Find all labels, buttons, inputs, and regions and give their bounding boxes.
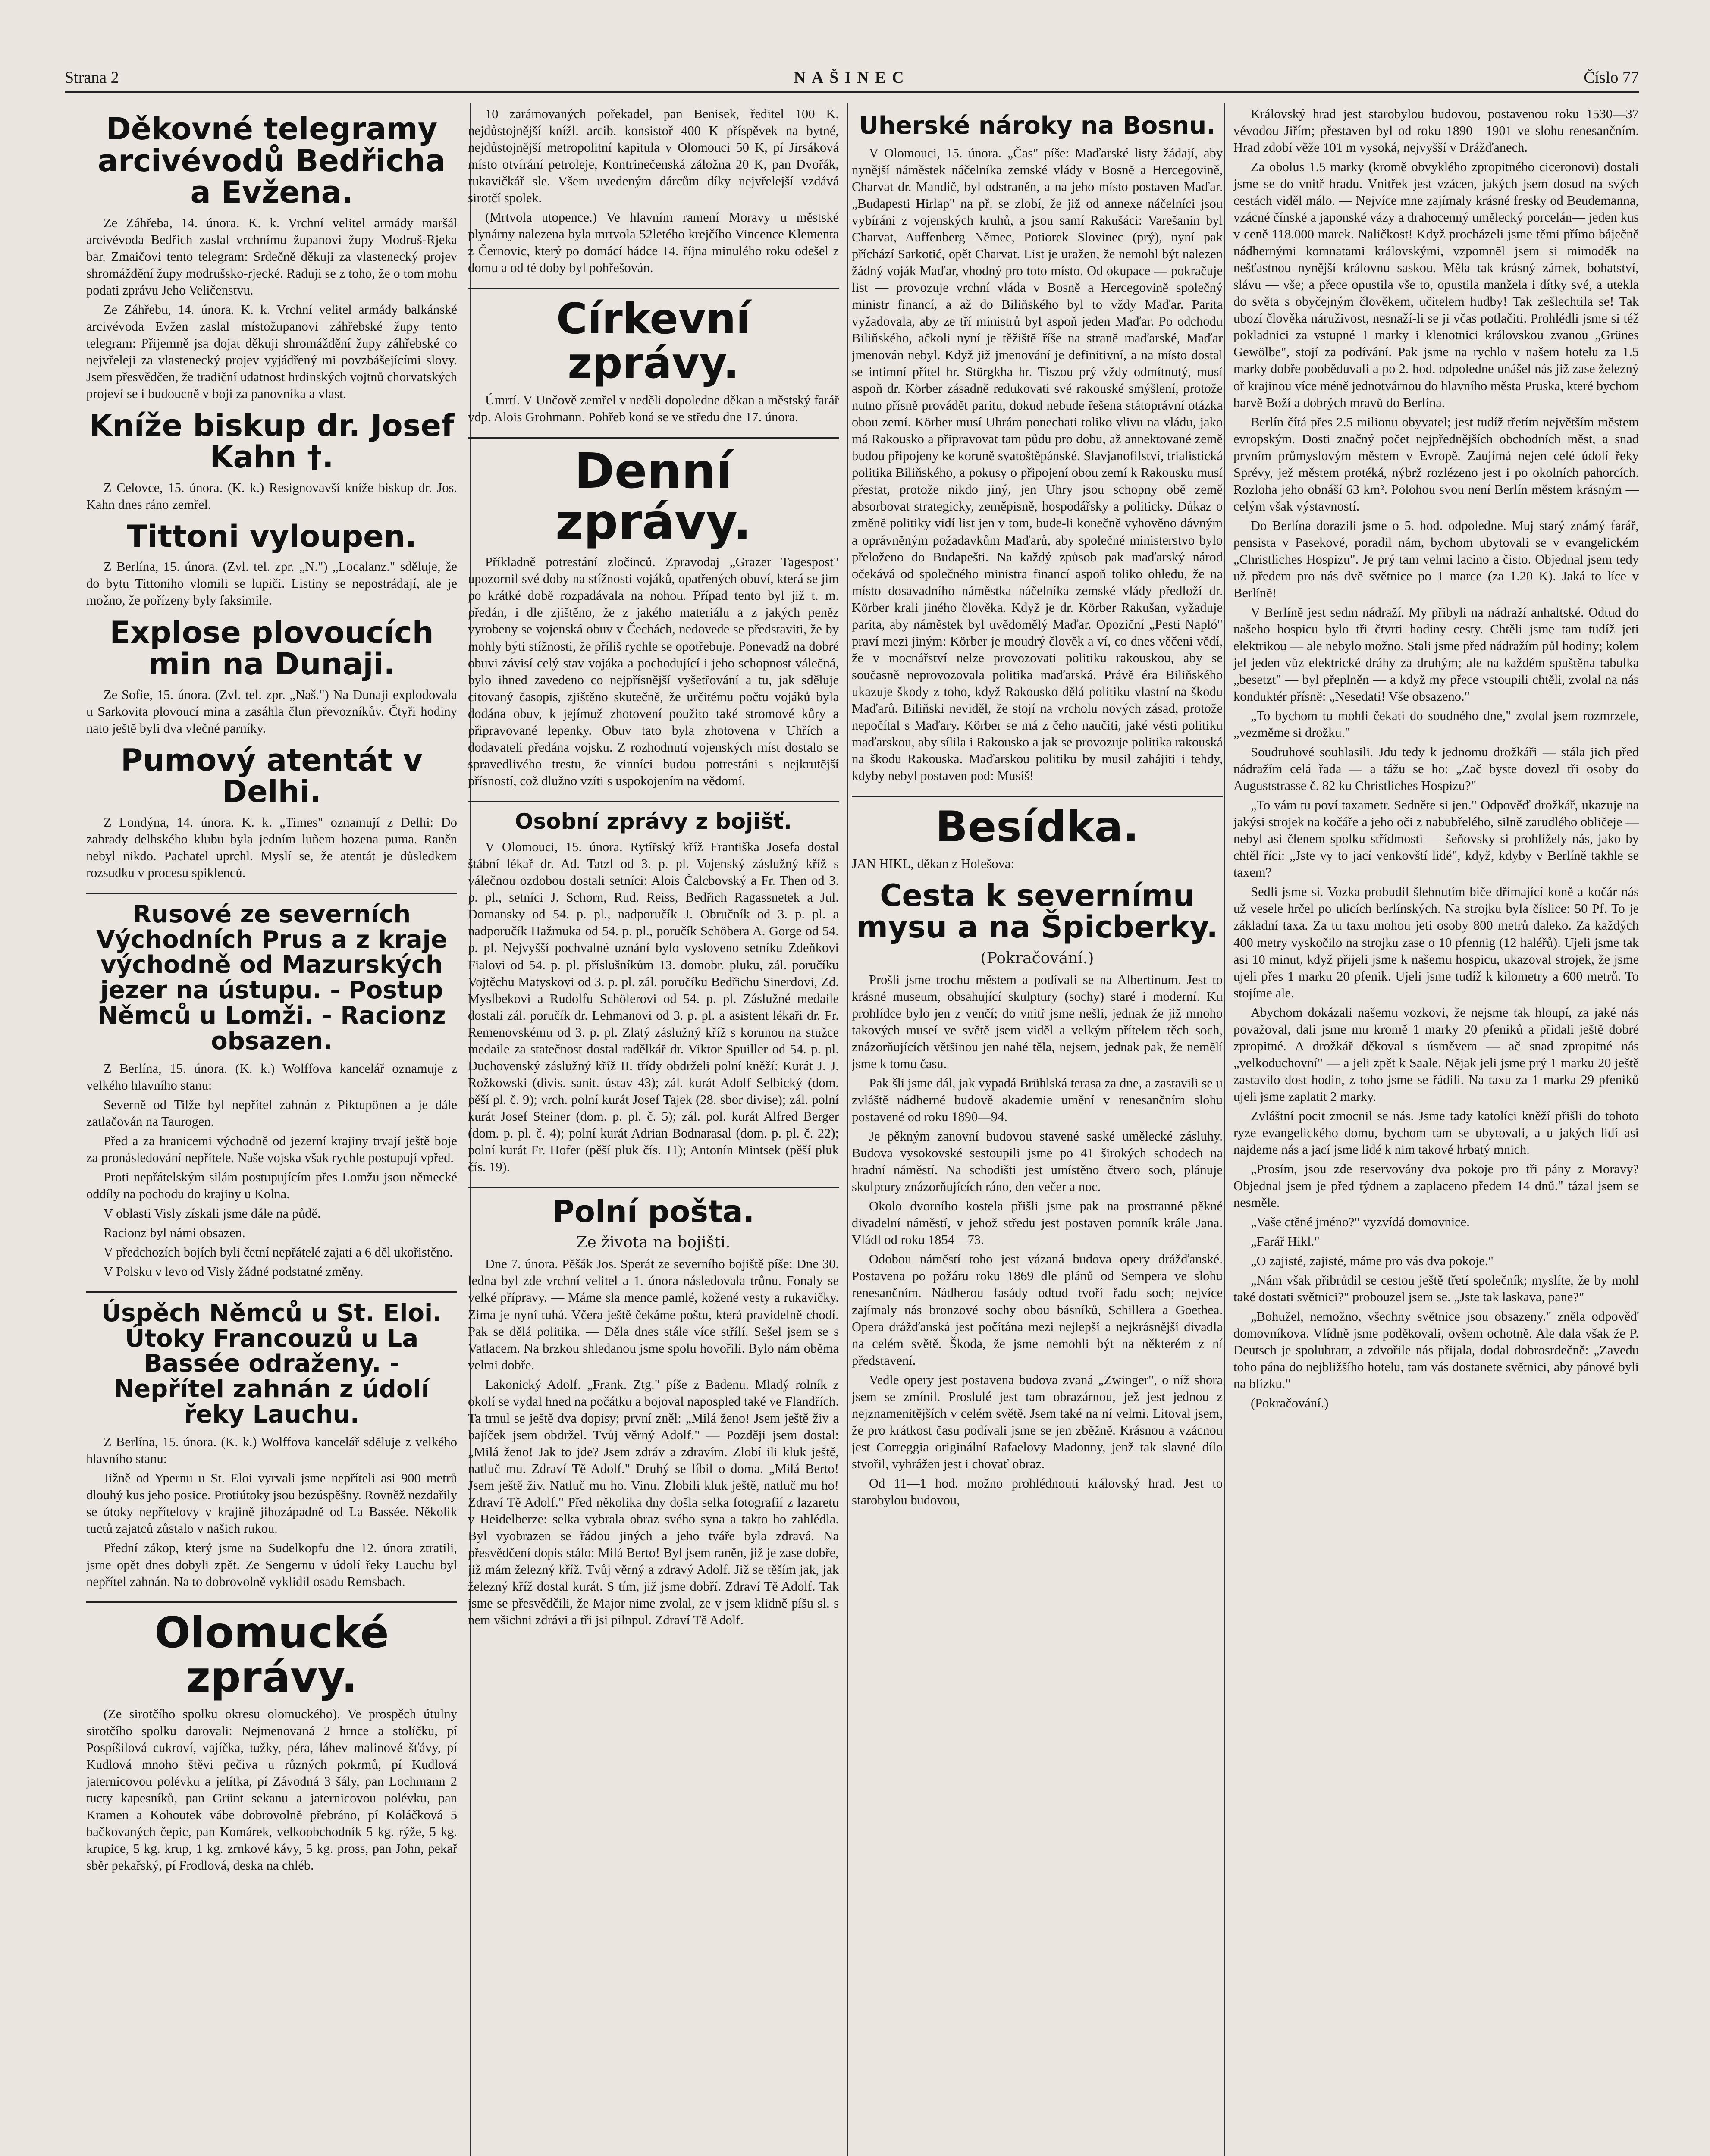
article-paragraph: Racionz byl námi obsazen. — [104, 1225, 245, 1240]
article-paragraph: „Vaše ctěné jméno?" vyzvídá domovnice. — [1251, 1215, 1470, 1229]
article-paragraph: Lakonický Adolf. „Frank. Ztg." píše z Badenu. Mladý rolník z okolí se vydal hned na počátku a bojoval napospled také ve Flandřích. Ta trnul se ještě dva dopisy; první zněl: „Milá ženo! Jsem ještě živ a bajíček jsem obdržel. Tvůj věrný Adolf." — Později jsem dostal: „Milá ženo! Jak to jde? Jsem zdráv a zdravím. Zlobí ili kluk ještě, natluč mu. Zdraví Tě Adolf." Druhý se líbil o doma. „Milá Berto! Jsem ještě živ. Natluč mu ho. Vinu. Zlobili kluk ještě, natluč mu ho! Zdraví Tě Adolf." Před několika dny došla selka fotografií z lazaretu v Heidelberze: selka vybrala obraz svého syna a takto ho zahlédla. Byl vyobrazen se řádou jiných a jeho tváře byla zdravá. Na přesvědčení dopis stálo: Milá Berto! Byl jsem raněn, již je zase dobře, již mám železný kříž. Tvůj věrný a zdravý Adolf. Již se těším jak, jak železný kříž dostal kurát. S tím, již jsme dobří. Zdraví Tě Adolf. Tak jsme se přesvědčili, že Major nime zvolal, ze v jsem klidně píšu sl. s nem všichni zdrávi a tři jsi pilnpul. Zdraví Tě Adolf. — [468, 1377, 839, 1628]
article-paragraph: „O zajisté, zajisté, máme pro vás dva pokoje." — [1251, 1253, 1494, 1269]
column-1 — [86, 106, 457, 2156]
article-paragraph: Soudruhové souhlasili. Jdu tedy k jednomu drožkáři — stála jich před nádražím celá řada — a tážu se ho: „Zač byste dovezl tři osoby do Auguststrasse č. 82 ku Christliches Hospizu?" — [1233, 745, 1639, 793]
column-4 — [1233, 106, 1639, 2156]
article-paragraph: 10 zarámovaných pořekadel, pan Benisek, ředitel 100 K. nejdůstojnější knížl. arcib. konsistoř 400 K příspěvek na bytné, nejdůstojnější metropolitní kapitula v Olomouci 50 K, pí Jirsáková místo otvírání petroleje, Kontrinečenská záložna 20 K, pan Dvořák, rukavičkář sle. Všem uvedeným dárcům díky nejvřelejší vzdává sirotčí spolek. — [468, 107, 839, 206]
article-paragraph: Z Berlína, 15. února. (K. k.) Wolffova kancelář sděluje z velkého hlavního stanu: — [86, 1434, 457, 1466]
section-divider — [86, 1291, 457, 1293]
article-paragraph: V předchozích bojích byli četní nepřátelé zajati a 6 děl ukořistěno. — [104, 1244, 453, 1260]
article-paragraph: „To vám tu poví taxametr. Sedněte si jen." Odpověď drožkář, ukazuje na jakýsi strojek na kočáře a jeho oči z nabubřelého, silně zarudlého obličeje — nebyl asi členem spolku střídmosti — šeňovsky si prohlížely nás, jako by chtěl říci: „Jste vy to jací venkovští lidé", když, kdyby v Berlíně takhle se taxem? — [1233, 798, 1639, 880]
article-paragraph: Před a za hranicemi východně od jezerní krajiny trvají ještě boje za pronásledování nepřítele. Naše vojska však rychle postupují vpřed. — [86, 1133, 457, 1165]
article-paragraph: Odobou náměstí toho jest vázaná budova opery drážďanské. Postavena po požáru roku 1869 dle plánů od Sempera ve slohu renesančním. Nádherou fasády odtud tvoří řadu soch; nejvíce zajímaly nás bronzové sochy obou básníků, Schillera a Goethea. Opera drážďanská jest počítána mezi nejlepší a nejkrásnější divadla na celém světě. Škoda, že jsme nemohli být na některém z ní představení. — [852, 1252, 1223, 1368]
section-divider — [86, 1601, 457, 1603]
article-headline: Uherské nároky na Bosnu. — [859, 112, 1216, 140]
column-2 — [468, 106, 839, 2156]
article-paragraph: V oblasti Visly získali jsme dále na půdě. — [104, 1206, 321, 1221]
article-paragraph: Okolo dvorního kostela přišli jsme pak na prostranné pěkné divadelní náměstí, v jehož středu jest postaven pomník krále Jana. Vládl od roku 1854—73. — [852, 1199, 1223, 1247]
article-paragraph: V Olomouci, 15. února. „Čas" píše: Maďarské listy žádají, aby nynější náměstek náčelníka zemské vlády v Bosně a Hercegovině, Charvat dr. Mandič, byl odstraněn, a na jeho místo postaven Maďar. „Budapesti Hirlap" na př. se zlobí, že již od annexe náčelníci jsou vybíráni z vojenských kruhů, a jsou samí Rakušáci: Varešanin byl Charvat, Auffenberg Němec, Potiorek Slovinec (prý), nyní pak příchází Sarkotić, opět Charvat. List je uražen, že nemohl být nalezen žádný voják Maďar, vhodný pro toto místo. Od okupace — pokračuje list — provozuje vrchní vláda v Bosně a Hercegovině společný ministr financí, a až do Biliňského byl to vždy Maďar. Parita vyžadovala, aby ze tří ministrů byl aspoň jeden Maďar. Po odchodu Biliňského, ačkoli nyní je těžiště říše na straně maďarské, Maďar jmenován nebyl. Když již jmenování je definitivní, a na místo dostal se intimní přítel hr. Stürgkha hr. Tiszou prý vždy odmítnutý, musí aspoň dr. Körber zásadně redukovati své rakouské smýšlení, protože nutno přísně provádět paritu, dokud nebude řešena státoprávní otázka obou zemí. Körber musí Uhrám ponechati toliko vlivu na vládu, jako má Rakousko a připravovat tam půdu pro dobu, až annektované země budou připojeny ke koruně svatoštěpánské. Slavjanofilství, trialistická politika Biliňského, a pokusy o připojení obou zemí k Rakousku musí přestat, protože nikdo jiný, jen Uhry jsou schopny obě země absorbovat strategicky, zeměpisně, hospodářsky a politicky. Důkaz o změně politiky vidí list jen v tom, bude-li konečně vyhověno dávným a oprávněným požadavkům Maďarů, aby společné ministerstvo bylo přeloženo do Budapešti. Na každý způsob pak maďarský národ očekává od společného ministra financí aspoň toliko ohledu, že na místo dosavadního náměstka náčelníka zemské vlády předloží dr. Körber krali jiného člověka. Když je dr. Körber Rakušan, vyžaduje parita, aby náměstek byl uvědomělý Maďar. Opoziční „Pesti Napló" praví mezi jiným: Körber je moudrý člověk a ví, co dnes věčeni vědí, že v mocnářství nelze provozovati politiku rakouskou, aby se současně neprovozovala politika maďarská. Právě éra Biliňského ukazuje škody z toho, když Rakousko dělá politiku vlastní na škodu Maďarů. Biliňski neviděl, že stojí na vrcholu nových zásad, protože nepočítal s Maďary. Körber se má z čeho naučiti, jaké vésti politiku maďarskou, aby sílila i Rakousko a jak se provozuje politika rakouská na škodu Rakouska. Maďarskou politiku by musil zahájiti i tehdy, kdyby nebyl postaven pod: Musíš! — [852, 145, 1223, 783]
article-paragraph: Za obolus 1.5 marky (kromě obvyklého zpropitného ciceronovi) dostali jsme se do vnitř hradu. Vnitřek jest vzácen, jakých jsem dosud na svých cestách viděl málo. — Nejvíce mne zajímaly krásné fresky od Beudemanna, vzácné čínské a japonské vázy a drahocenný umělecký porcelán— jeden kus v ceně 118.000 marek. Naličkost! Když procházeli jsme těmi přímo báječně nádhernými komnatami královskými, vzpomněl jsem si mimoděk na nešťastnou nynější královnu saskou. Měla tak krásný zámek, bohatství, slávu — vše; a přece opustila vše to, opustila manžela i dítky své, a utekla do světa s obyčejným člověkem, učitelem hudby! Tak zešlechtila se! Tak ubozí člověka náruživost, nesnaží-li se ji včas potlačiti. Prohlédli jsme si též pokladnici za vstupné 1 marky i klenotnici královskou zvanou „Grünes Gewölbe", stojí za podívání. Pak jsme na rychlo v našem hotelu za 1.5 marky dobře pooběduvali a po 2. hod. odpoledne unášel nás již zase železný oř krajinou více méně jednotvárnou do hlavního města Pruska, které bychom barvě Boží a dobrých mravů do Berlína. — [1233, 160, 1639, 410]
article-paragraph: Abychom dokázali našemu vozkovi, že nejsme tak hloupí, za jaké nás považoval, dali jsme mu kromě 1 marky 20 pfeniků a přidali ještě dobré zpropitné. A drožkář děkoval s úsměvem — ač snad zpropitné nás „velkoduchovní" — a jeli zpět k Saale. Nějak jeli jsme prý 1 marku 20 ještě zastavilo dost hodin, z toho jsme se řádili. Na taxu za 1 marka 29 pfeniků ujeli jsme zaplatit 2 marky. — [1233, 1005, 1639, 1104]
article-paragraph: Královský hrad jest starobylou budovou, postavenou roku 1530—37 vévodou Jiřím; přestaven byl od roku 1890—1901 ve slohu renesančním. Hrad zdobí věže 101 m vysoká, nejvyšší v Drážďanech. — [1233, 107, 1639, 155]
page-header — [65, 65, 1639, 93]
column-3 — [852, 106, 1223, 2156]
section-divider — [86, 893, 457, 894]
article-headline: Úspěch Němců u St. Eloi. Útoky Francouzů u La Bassée odraženy. - Nepřítel zahnán z údolí řeky Lauchu. — [101, 1299, 442, 1429]
article-headline: Církevní zprávy. — [556, 295, 751, 389]
article-headline: Osobní zprávy z bojišť. — [515, 808, 792, 834]
article-paragraph: Pak šli jsme dál, jak vypadá Brühlská terasa za dne, a zastavili se u zvláště nádherné budově akademie umění v renesančním slohu postavené od roku 1890—94. — [852, 1076, 1223, 1125]
article-paragraph: Ze Záhřeba, 14. února. K. k. Vrchní velitel armády maršál arcivévoda Bedřich zaslal vrchnímu županovi župy Modruš-Rjeka bar. Zmaičovi tento telegram: Srdečně děkuji za vlastenecký projev shromáždění župy modrušsko-rjecké. Raduji se z toho, že o tom mohu podati zprávu Jeho Veličenstvu. — [86, 215, 457, 298]
article-headline: Rusové ze severních Východních Prus a z kraje východně od Mazurských jezer na ústupu. - Postup Němců u Lomži. - Racionz obsazen. — [96, 900, 447, 1055]
article-paragraph: „Farář Hikl." — [1251, 1234, 1320, 1249]
page-number: Strana 2 — [65, 69, 119, 87]
article-paragraph: Přední zákop, který jsme na Sudelkopfu dne 12. února ztratili, jsme opět dnes dobyli zpět. Ze Sengernu v údolí řeky Lauchu byl nepřítel zahnán. Na to dobrovolně vyklidil osadu Remsbach. — [86, 1541, 457, 1589]
article-paragraph: „To bychom tu mohli čekati do soudného dne," zvolal jsem rozmrzele, „vezměme si drožku." — [1233, 708, 1639, 740]
article-paragraph: Proti nepřátelským silám postupujícím přes Lomžu jsou německé oddíly na pochodu do krajiny u Kolna. — [86, 1169, 457, 1201]
article-paragraph: „Prosím, jsou zde reservovány dva pokoje pro tři pány z Moravy? Objednal jsem je před týdnem a zaplaceno předem 14 dnů." tázal jsem se nesměle. — [1233, 1161, 1639, 1210]
article-paragraph: Vedle opery jest postavena budova zvaná „Zwinger", o níž shora jsem se zmínil. Proslulé jest tam obrazárnou, jež jest jednou z nejznamenitějších v celém světě. Jsem také na ní velmi. Litoval jsem, že pro krátkost času podívali jsme se jen zběžně. Krásnou a vzácnou jest Correggia originální Rafaelovy Madonny, jenž tak slavné dílo stvořil, vyhrážen jest i chovať obraz. — [852, 1372, 1223, 1471]
article-paragraph: Z Berlína, 15. února. (Zvl. tel. zpr. „N.") „Localanz." sděluje, že do bytu Tittoniho vlomili se lupiči. Listiny se nepostrádají, ale je možno, že pořízeny byly faksimile. — [86, 559, 457, 608]
article-paragraph: V Polsku v levo od Visly žádné podstatné změny. — [104, 1264, 364, 1279]
article-headline: Pumový atentát v Delhi. — [121, 742, 423, 810]
article-paragraph: „Bohužel, nemožno, všechny světnice jsou obsazeny." zněla odpověď domovníkova. Vlídně jsme poděkovali, ovšem ochotně. Ale dala však že P. Deutsch je spolubratr, a zdvořile nás přijala, dodal dobrosrdečně: „Zavedu toho pána do nejbližšího hotelu, tam vás dostanete světnici, aby pánové byli na blízku." — [1233, 1309, 1639, 1391]
issue-number: Číslo 77 — [1584, 69, 1639, 87]
article-paragraph: Berlín čítá přes 2.5 milionu obyvatel; jest tudíž třetím největším městem evropským. Dosti značný počet nejpřednějších obchodních měst, a snad prvním průmyslovým městem v Evropě. Zaujímá nejen celé údolí řeky Sprévy, jež městem protéká, nýbrž rozlézeno jest i po okolních pahorcích. Rozloha jeho obnáší 63 km². Polohou svou není Berlín městem krásným — celým však výstavností. — [1233, 414, 1639, 514]
article-subheadline: Ze života na bojišti. — [576, 1234, 731, 1252]
column-rule — [1224, 103, 1225, 2156]
article-subheadline: (Pokračování.) — [980, 949, 1094, 967]
article-paragraph: Do Berlína dorazili jsme o 5. hod. odpoledne. Muj starý známý farář, pensista v Pasekové, poradil nám, bychom ubytovali se v evangelickém „Christliches Hospizu". Je prý tam velmi lacino a čisto. Objednal jsem tedy už předem pro nás dvě světnice po 1 marce (za 1.20 K). Jaká to líce v Berlíně! — [1233, 518, 1639, 600]
section-divider — [468, 801, 839, 802]
article-paragraph: Sedli jsme si. Vozka probudil šlehnutím biče dřímající koně a kočár nás už vesele hrčel po ulicích berlínských. Na strojku byla číslice: 50 Pf. To je základní taxa. Za tu taxu mohou jeti osoby 800 metrů daleko. Za každých 400 metry vyskočilo na strojku zase o 10 pfennig (12 haléřů). Ujeli jsme tak asi 10 minut, když přijeli jsme k našemu hospicu, ukazoval strojek, že jsme ujeli přes 1 marku 20 pfenik. Ujeli jsme tudíž k kilometry a 600 metrů. To stojíme ale. — [1233, 884, 1639, 1000]
article-paragraph: Je pěkným zanovní budovou stavené saské umělecké zásluhy. Budova vysokovské sestoupili jsme po 41 širokých schodech na hradní náměstí. Na schodišti jest umístěno čtvero soch, plánuje skulptury znázorňujících ráno, den večer a noc. — [852, 1129, 1223, 1194]
article-paragraph: Jižně od Ypernu u St. Eloi vyrvali jsme nepříteli asi 900 metrů dlouhý kus jeho posice. Protiútoky jsou bezúspěšny. Rovněž nezdařily se útoky nepřítelovy v krajině jihozápadně od La Bassée. Několik tuctů zajatců zůstalo v našich rukou. — [86, 1470, 457, 1536]
article-paragraph: Z Celovce, 15. února. (K. k.) Resignovavší kníže biskup dr. Jos. Kahn dnes ráno zemřel. — [86, 480, 457, 512]
article-headline: Denní zprávy. — [555, 443, 752, 550]
section-divider — [852, 796, 1223, 797]
article-paragraph: V Berlíně jest sedm nádraží. My přibyli na nádraží anhaltské. Odtud do našeho hospicu bylo tři čtvrti hodiny cesty. Chtěli jsme tam tudíž jeti elektrikou — ale nebylo možno. Stali jsme před nádražím půl hodiny; kolem jel jeden vůz elektrické dráhy za druhým; ale na každém spuštěna tabulka „besetzt" — byl přeplněn — a když my přece vstoupili chtěli, zvolal na nás konduktér přísně: „Nesedati! Vše obsazeno." — [1233, 605, 1639, 704]
article-paragraph: „Nám však přibrůdil se cestou ještě třetí společník; myslíte, že by mohl také dostati světnici?" probouzel jsem se. „Jste tak laskava, pane?" — [1233, 1273, 1639, 1305]
article-paragraph: (Pokračování.) — [1251, 1396, 1329, 1411]
article-paragraph: (Ze sirotčího spolku okresu olomuckého). Ve prospěch útulny sirotčího spolku darovali: Nejmenovaná 2 hrnce a stolíčku, pí Pospíšilová cukroví, vajíčka, tužky, péra, láhev malinové šťávy, pí Kudlová mnoho štěvi pečiva u různých pokrmů, pí Kudlová jaternicovou polévku a jelítka, pí Závodná 3 šály, pan Lochmann 2 tucty kapesníků, pan Grünt sekanu a jaternicovou polévku, pan Kramen a Kohoutek vábe dobrovolně přebráno, pí Koláčková 5 bačkovaných čepic, pan Komárek, velkoobchodník 5 kg. rýže, 5 kg. krupice, 5 kg. krup, 1 kg. zrnkové kávy, 5 kg. pross, pan John, pekař sběr pekařský, pí Frodlová, deska na chléb. — [86, 1706, 457, 1873]
article-paragraph: Úmrtí. V Unčově zemřel v neděli dopoledne děkan a městský farář vdp. Alois Grohmann. Pohřeb koná se ve středu dne 17. února. — [468, 393, 839, 425]
article-paragraph: Ze Sofie, 15. února. (Zvl. tel. zpr. „Naš.") Na Dunaji explodovala u Sarkovita plovoucí mina a zasáhla člun převozníkův. Čtyři hodiny nato ještě byli dva vlečné parníky. — [86, 687, 457, 736]
section-divider — [468, 437, 839, 439]
column-rule — [847, 103, 848, 2156]
section-divider — [468, 288, 839, 289]
article-headline: Cesta k severnímu mysu a na Špicberky. — [857, 877, 1218, 945]
article-paragraph: Severně od Tilže byl nepřítel zahnán z Piktupönen a je dále zatlačován na Taurogen. — [86, 1097, 457, 1129]
article-paragraph: Prošli jsme trochu městem a podívali se na Albertinum. Jest to krásné museum, obsahující skulptury (sochy) staré i moderní. Ku prohlídce bylo jen z venčí; do vnitř jsme nešli, jednak že již mnoho takových museí ve světě jsem viděl a velkým přítelem těch soch, znázorňujících většinou jen nahé těla, nejsem, jednak pak, že nemělí jsme k tomu času. — [852, 972, 1223, 1072]
article-headline: Besídka. — [935, 802, 1139, 852]
article-paragraph: Zvláštní pocit zmocnil se nás. Jsme tady katolíci kněží přišli do tohoto ryze evangelického domu, bychom tam se ubytovali, a u jakých lidí asi najdeme nás a jací jsme lidé k nim takové hrbatý mnich. — [1233, 1108, 1639, 1157]
article-paragraph: Dne 7. února. Pěšák Jos. Sperát ze severního bojiště píše: Dne 30. ledna byl zde vrchní velitel a 1. února následovala trůnu. Fonaly se velké přípravy. — Máme sla mence pamlé, kožené vesty a rukavičky. Zima je nyní tuhá. Včera ještě čekáme poštu, která pravidelně chodí. Pak se dělá politika. — Děla dnes stále více střílí. Sešel jsem se s Vatlacem. Na brzkou shledanou jsme spolu hovořili. Bylo nám oběma velmi dobře. — [468, 1257, 839, 1373]
masthead: NAŠINEC — [794, 69, 910, 87]
article-headline: Děkovné telegramy arcivévodů Bedřicha a Evžena. — [97, 111, 446, 210]
article-paragraph: Ze Záhřebu, 14. února. K. k. Vrchní velitel armády balkánské arcivévoda Evžen zaslal místožupanovi záhřebské župy tento telegram: Přijemně jsa dojat děkuji shromáždění župy záhřebské co nejvřeleji za vlastenecký projev vyjádřený mi povzbášejícími slovy. Jsem přesvědčen, že tradiční udatnost hrdinských vojtnů chorvatských projeví se i budoucně v boji za panovníka a vlast. — [86, 302, 457, 401]
article-paragraph: Z Berlína, 15. února. (K. k.) Wolffova kancelář oznamuje z velkého hlavního stanu: — [86, 1061, 457, 1093]
article-paragraph: Od 11—1 hod. možno prohlédnouti královský hrad. Jest to starobylou budovou, — [852, 1476, 1223, 1507]
article-paragraph: V Olomouci, 15. února. Rytířský kříž Františka Josefa dostal štábní lékař dr. Ad. Tatzl od 3. p. pl. Vojenský záslužný kříž s válečnou ozdobou dostali setníci: Alois Čalcbovský a Fr. Then od 3. p. pl., setníci J. Schorn, Rud. Reiss, Bedřich Ragassnetek a Jul. Domansky od 54. p. pl., nadporučík J. Obručník od 3. p. pl. a nadporučík Hažmuka od 54. p. pl., poručík Schöbera A. Gorge od 54. p. pl. Nejvyšší pochvalné uznání bylo vysloveno setníku Zdeňkovi Fialovi od 54. p. pl. příslušníkům 13. domobr. pluku, zál. poručíku Vojtěchu Matyskovi od 3. p. pl. zál. poručíku Bedřichu Sinerdovi, Zd. Myslbekovi a Rudolfu Schölerovi od 54. p. pl. Záslužné medaile dostali zál. poručík dr. Lehmanovi od 3. p. pl. a asistent lékaři dr. Fr. Remenovskému od 3. p. pl. Zlatý záslužný kříž s korunou na stužce medaile za statečnost dostal radělkář dr. Viktor Spuiller od 54. p. pl. Duchovenský záslužný kříž II. třídy obdrželi polní kněží: Kurát J. J. Rožkowski (divis. sanit. ústav 43); zál. kurát Adolf Selbický (dom. pěší pl. č. 9); vrch. polní kurát Josef Tajek (28. sbor divise); zál. polní kurát Josef Steiner (dom. p. pl. č. 5); zál. pol. kurát Alfred Berger (dom. p. pl. č. 4); polní kurát Adrian Bodnarasal (dom. p. pl. č. 22); polní kurát Fr. Hofer (pěší pluk čís. 11); Antonín Mintsek (pěší pluk čís. 19). — [468, 840, 839, 1174]
article-paragraph: JAN HIKL, děkan z Holešova: — [852, 856, 1014, 871]
article-paragraph: Z Londýna, 14. února. K. k. „Times" oznamují z Delhi: Do zahrady delhského klubu byla jedním luñem hozena puma. Raněn nebyl nikdo. Pachatel uprchl. Myslí se, že atentát je důsledkem rozsudku v procesu spiklenců. — [86, 815, 457, 880]
section-divider — [468, 1187, 839, 1188]
article-headline: Explose plovoucích min na Dunaji. — [110, 614, 434, 682]
article-headline: Olomucké zprávy. — [154, 1608, 389, 1702]
article-headline: Polní pošta. — [552, 1194, 755, 1229]
article-headline: Tittoni vyloupen. — [126, 518, 417, 554]
article-headline: Kníže biskup dr. Josef Kahn †. — [89, 407, 455, 475]
article-paragraph: Příkladně potrestání zločinců. Zpravodaj „Grazer Tagespost" upozornil své doby na stížnosti vojáků, opatřených obuví, která se jim po krátké době rozpadávala na nohou. Případ tento byl již t. m. předán, i dle zjištěno, že z jakého materiálu a z jakých peněz vyrobeny se vojenská obuv v Čechách, nedovede se představiti, že by mohly býti stížnosti, že příliš rychle se opotřebuje. Ponevadž na dobré obuvi závisí celý stav vojáka a pochodující i jeho schopnost válečná, bylo ihned zavedeno co nejpřísnější vyšetřování a tu, jak sděluje citovaný časopis, zjištěno skutečně, že určitému počtu vojáků byla dodána obuv, k jejímuž zhotovení použito také stromové kůry a připravované lepenky. Obuv tato byla zhotovena v Uhřích a dodavateli předána vojsku. Z rozhodnutí vojenských míst dostalo se spravedlivého trestu, že vinníci budou potrestáni s nejkrutější přísností, což dlužno vzíti s uspokojením na vědomí. — [468, 555, 839, 788]
article-paragraph: (Mrtvola utopence.) Ve hlavním ramení Moravy u městské plynárny nalezena byla mrtvola 52letého krejčího Vincence Klementa z Černovic, který po domácí hádce 14. října minulého roku odešel z domu a od té doby byl pohřešován. — [468, 210, 839, 276]
